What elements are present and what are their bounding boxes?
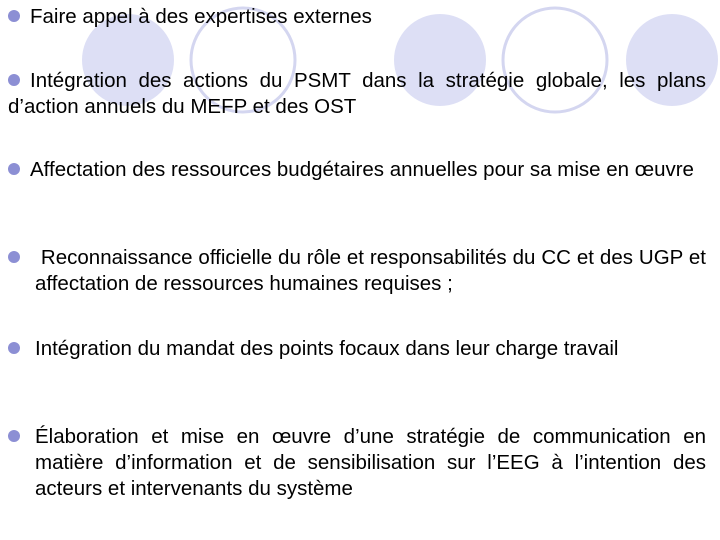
bullet-item <box>8 157 706 183</box>
bullet-text: Reconnaissance officielle du rôle et responsabilités du CC et des UGP et affectation de ressources humaines requises ; <box>35 246 706 295</box>
bullet-text: Élaboration et mise en œuvre d’une stratégie de communication en matière d’information et de sensibilisation sur l’EEG à l’intention des acteurs et intervenants du système <box>35 425 706 500</box>
bullet-text: Intégration du mandat des points focaux dans leur charge travail <box>35 337 619 360</box>
bullet-text: Intégration des actions du PSMT dans la stratégie globale, les plans d’action annuels du MEFP et des OST <box>8 69 706 118</box>
bullet-item <box>8 68 706 120</box>
bullet-dot-icon <box>8 251 20 263</box>
bullet-item <box>8 245 706 297</box>
bullet-dot-icon <box>8 342 20 354</box>
bullet-dot-icon <box>8 430 20 442</box>
bullet-dot-icon <box>8 163 20 175</box>
bullet-text: Faire appel à des expertises externes <box>30 5 372 28</box>
bullet-text: Affectation des ressources budgétaires annuelles pour sa mise en œuvre <box>30 158 694 181</box>
bullet-dot-icon <box>8 10 20 22</box>
bullet-dot-icon <box>8 74 20 86</box>
bullet-item <box>8 4 706 30</box>
bullet-item <box>8 336 706 362</box>
bullet-item <box>8 424 706 502</box>
